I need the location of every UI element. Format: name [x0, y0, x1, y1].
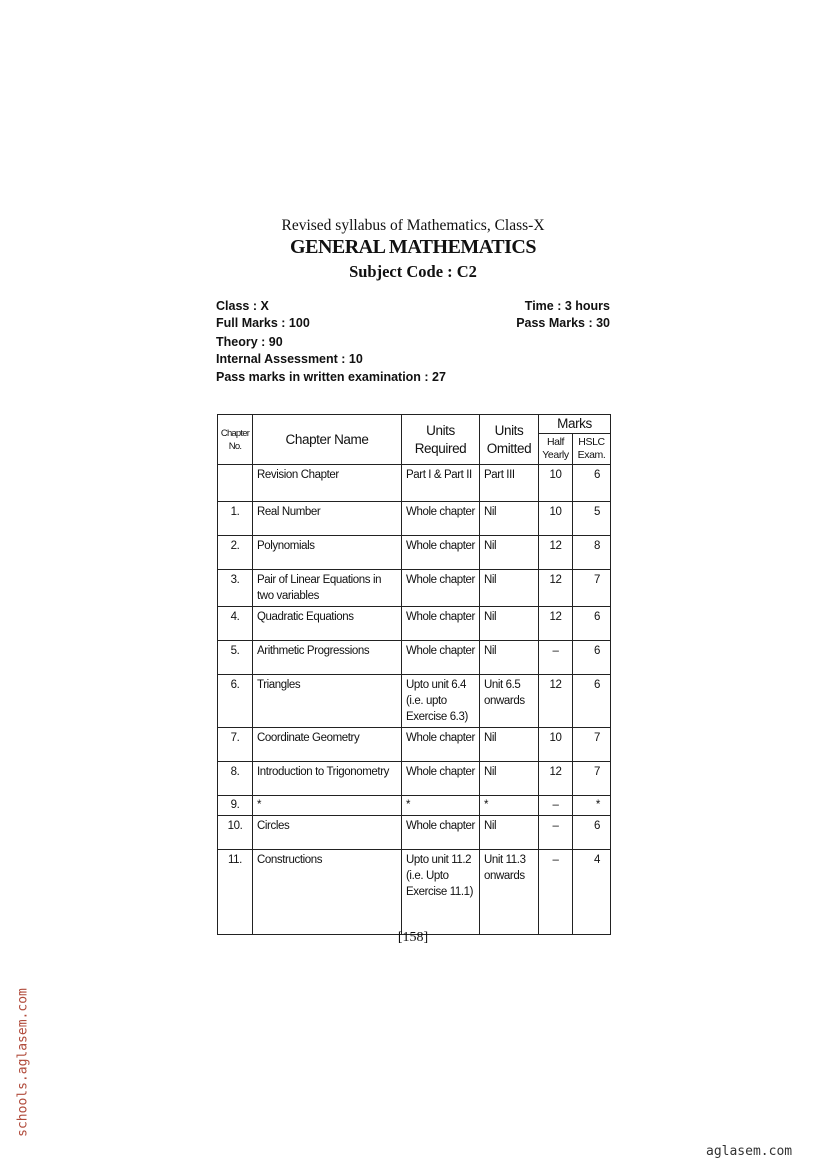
chapter-name: Circles [253, 816, 402, 850]
header-marks: Marks [539, 415, 611, 434]
table-row [218, 607, 611, 641]
half-yearly-marks: – [539, 850, 573, 935]
chapter-no: 2. [218, 536, 253, 570]
table-row [218, 536, 611, 570]
theory-marks: Theory : 90 [216, 335, 283, 349]
header-hslc: HSLC Exam. [573, 434, 611, 465]
chapter-no: 1. [218, 502, 253, 536]
chapter-name: Quadratic Equations [253, 607, 402, 641]
hslc-marks: * [573, 796, 611, 816]
pass-written: Pass marks in written examination : 27 [216, 370, 446, 384]
table-row [218, 796, 611, 816]
pass-marks: Pass Marks : 30 [516, 316, 610, 330]
units-required: Whole chapter [402, 536, 480, 570]
chapter-name: Pair of Linear Equations in two variables [253, 570, 402, 607]
chapter-no: 3. [218, 570, 253, 607]
units-required: Whole chapter [402, 570, 480, 607]
chapter-name: Real Number [253, 502, 402, 536]
units-required: Upto unit 11.2 (i.e. Upto Exercise 11.1) [402, 850, 480, 935]
table-row [218, 762, 611, 796]
hslc-marks: 4 [573, 850, 611, 935]
chapter-no [218, 465, 253, 502]
units-omitted: Part III [480, 465, 539, 502]
header-chapter-no: Chapter No. [218, 415, 253, 465]
table-row [218, 816, 611, 850]
chapter-name: * [253, 796, 402, 816]
half-yearly-marks: – [539, 816, 573, 850]
syllabus-caption: Revised syllabus of Mathematics, Class-X [281, 217, 545, 234]
units-omitted: Nil [480, 607, 539, 641]
units-required: Whole chapter [402, 641, 480, 675]
chapter-no: 5. [218, 641, 253, 675]
table-row [218, 465, 611, 502]
units-omitted: Nil [480, 502, 539, 536]
units-required: * [402, 796, 480, 816]
half-yearly-marks: 12 [539, 607, 573, 641]
units-omitted: Unit 11.3 onwards [480, 850, 539, 935]
units-required: Whole chapter [402, 502, 480, 536]
chapter-no: 6. [218, 675, 253, 728]
chapter-name: Polynomials [253, 536, 402, 570]
hslc-marks: 7 [573, 762, 611, 796]
corner-watermark: aglasem.com [706, 1144, 793, 1159]
chapter-no: 10. [218, 816, 253, 850]
units-required: Upto unit 6.4 (i.e. upto Exercise 6.3) [402, 675, 480, 728]
half-yearly-marks: 12 [539, 536, 573, 570]
units-required: Whole chapter [402, 607, 480, 641]
page-number: [158] [397, 930, 429, 945]
internal-assessment: Internal Assessment : 10 [216, 352, 363, 366]
units-omitted: Unit 6.5 onwards [480, 675, 539, 728]
half-yearly-marks: 10 [539, 728, 573, 762]
units-required: Whole chapter [402, 728, 480, 762]
units-required: Whole chapter [402, 816, 480, 850]
units-omitted: Nil [480, 641, 539, 675]
units-omitted: Nil [480, 762, 539, 796]
chapter-no: 4. [218, 607, 253, 641]
side-watermark: schools.aglasem.com [15, 988, 31, 1137]
units-required: Whole chapter [402, 762, 480, 796]
hslc-marks: 6 [573, 607, 611, 641]
chapter-no: 11. [218, 850, 253, 935]
table-row [218, 728, 611, 762]
chapter-name: Introduction to Trigonometry [253, 762, 402, 796]
chapter-name: Constructions [253, 850, 402, 935]
table-row [218, 641, 611, 675]
subject-code: Subject Code : C2 [349, 262, 477, 281]
time-label: Time : 3 hours [524, 299, 610, 313]
full-marks: Full Marks : 100 [216, 316, 310, 330]
half-yearly-marks: 12 [539, 675, 573, 728]
units-omitted: Nil [480, 536, 539, 570]
units-omitted: Nil [480, 728, 539, 762]
hslc-marks: 8 [573, 536, 611, 570]
half-yearly-marks: 12 [539, 762, 573, 796]
header-units-omitted: Units Omitted [480, 415, 539, 465]
units-omitted: Nil [480, 816, 539, 850]
chapter-name: Triangles [253, 675, 402, 728]
hslc-marks: 6 [573, 641, 611, 675]
table-row [218, 570, 611, 607]
header-chapter-name: Chapter Name [253, 415, 402, 465]
hslc-marks: 7 [573, 728, 611, 762]
header-units-required: Units Required [402, 415, 480, 465]
half-yearly-marks: – [539, 796, 573, 816]
hslc-marks: 6 [573, 675, 611, 728]
units-required: Part I & Part II [402, 465, 480, 502]
table-row [218, 850, 611, 935]
units-omitted: * [480, 796, 539, 816]
half-yearly-marks: 10 [539, 502, 573, 536]
half-yearly-marks: – [539, 641, 573, 675]
half-yearly-marks: 12 [539, 570, 573, 607]
chapter-name: Coordinate Geometry [253, 728, 402, 762]
chapter-name: Arithmetic Progressions [253, 641, 402, 675]
half-yearly-marks: 10 [539, 465, 573, 502]
page-title: GENERAL MATHEMATICS [290, 236, 536, 258]
chapter-name: Revision Chapter [253, 465, 402, 502]
units-omitted: Nil [480, 570, 539, 607]
chapter-no: 7. [218, 728, 253, 762]
header-half-yearly: Half Yearly [539, 434, 573, 465]
chapter-no: 9. [218, 796, 253, 816]
class-label: Class : X [216, 299, 269, 313]
hslc-marks: 7 [573, 570, 611, 607]
table-row [218, 502, 611, 536]
table-row [218, 675, 611, 728]
hslc-marks: 6 [573, 816, 611, 850]
syllabus-table [217, 414, 611, 935]
chapter-no: 8. [218, 762, 253, 796]
hslc-marks: 6 [573, 465, 611, 502]
hslc-marks: 5 [573, 502, 611, 536]
